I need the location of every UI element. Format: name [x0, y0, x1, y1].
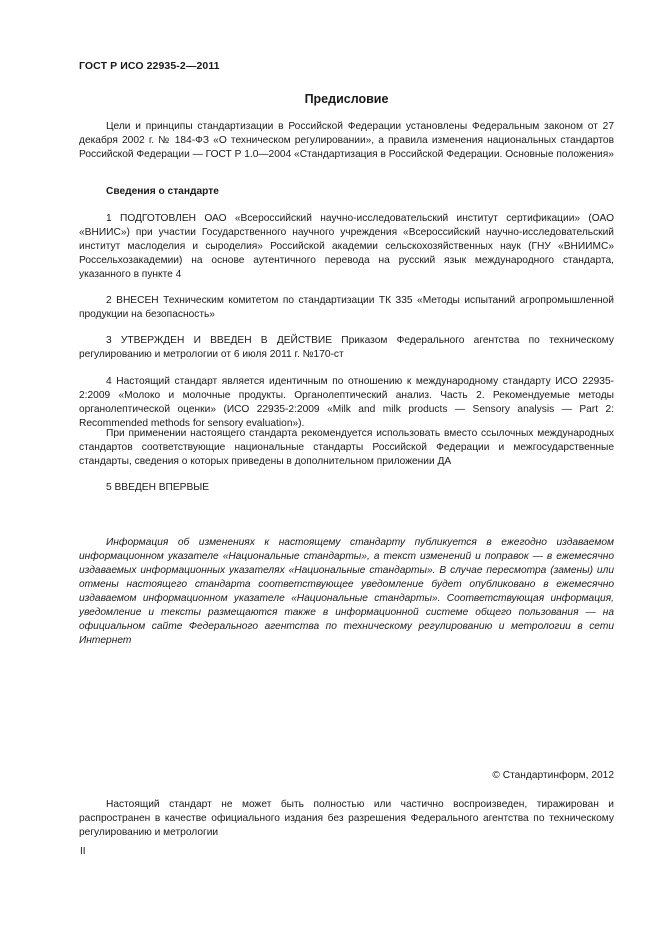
item-2-paragraph: 2 ВНЕСЕН Техническим комитетом по стандартизации ТК 335 «Методы испытаний агропромышленной продукции на безопасность» — [79, 295, 614, 320]
legal-paragraph: Настоящий стандарт не может быть полностью или частично воспроизведен, тиражирован и распространен в качестве официального издания без разрешения Федерального агентства по техническому регулированию и метрологии — [79, 799, 614, 838]
item-5-paragraph: 5 ВВЕДЕН ВПЕРВЫЕ — [106, 482, 210, 493]
item-4-paragraph: 4 Настоящий стандарт является идентичным по отношению к международному стандарту ИСО 22935-2:2009 «Молоко и молочные продукты. Органолептический анализ. Часть 2. Рекомендуемые методы органолептической оценки» (ИСО 22935-2:2009 «Milk and milk products — Sensory analysis — Part 2: Recommended methods for sensory evaluation»). — [79, 376, 614, 429]
document-code: ГОСТ Р ИСО 22935-2—2011 — [79, 60, 220, 72]
section-heading: Сведения о стандарте — [106, 186, 219, 197]
notice-paragraph: Информация об изменениях к настоящему стандарту публикуется в ежегодно издаваемом информационном указателе «Национальные стандарты», а текст изменений и поправок — в ежемесячно издаваемых информационных указателях «Национальные стандарты». В случае пересмотра (замены) или отмены настоящего стандарта соответствующее уведомление будет опубликовано в ежемесячно издаваемом информационном указателе «Национальные стандарты». Соответствующая информация, уведомление и тексты размещаются также в информационной системе общего пользования — на официальном сайте Федерального агентства по техническому регулированию и метрологии в сети Интернет — [79, 537, 614, 646]
intro-paragraph: Цели и принципы стандартизации в Российской Федерации установлены Федеральным законом от 27 декабря 2002 г. № 184-ФЗ «О техническом регулировании», а правила изменения национальных стандартов Российской Федерации — ГОСТ Р 1.0—2004 «Стандартизация в Российской Федерации. Основные положения» — [79, 121, 614, 160]
item-3-paragraph: 3 УТВЕРЖДЕН И ВВЕДЕН В ДЕЙСТВИЕ Приказом Федерального агентства по техническому регулированию и метрологии от 6 июля 2011 г. №170-ст — [79, 335, 614, 360]
item-1-paragraph: 1 ПОДГОТОВЛЕН ОАО «Всероссийский научно-исследовательский институт сертификации» (ОАО «ВНИИС») при участии Государственного научного учреждения «Всероссийский научно-исследовательский институт маслоделия и сыроделия» Российской академии сельскохозяйственных наук (ГНУ «ВНИИМС» Россельхозакадемии) на основе аутентичного перевода на русский язык международного стандарта, указанного в пункте 4 — [79, 213, 614, 280]
page-title: Предисловие — [304, 92, 389, 106]
item-4-note-paragraph: При применении настоящего стандарта рекомендуется использовать вместо ссылочных международных стандартов соответствующие национальные стандарты Российской Федерации и межгосударственные стандарты, сведения о которых приведены в дополнительном приложении ДА — [79, 428, 614, 467]
page-number: II — [80, 846, 86, 857]
copyright-text: © Стандартинформ, 2012 — [492, 770, 614, 781]
